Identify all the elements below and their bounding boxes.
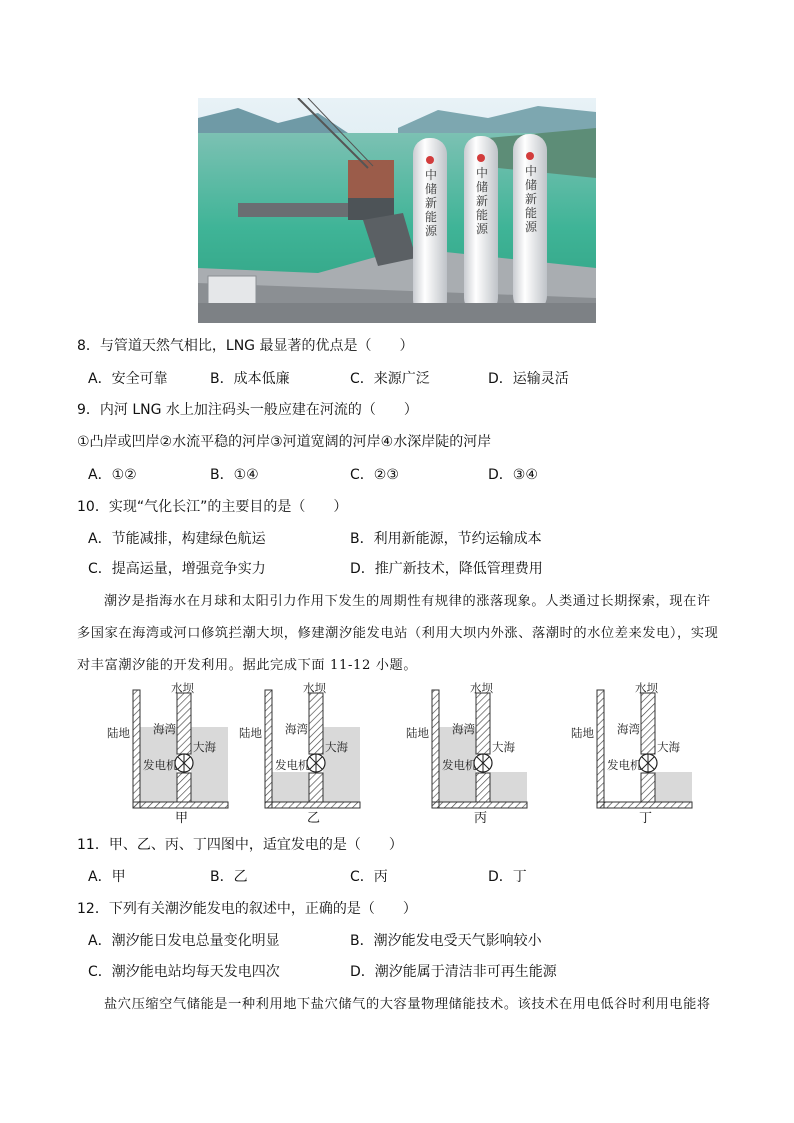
sea-floor	[265, 802, 360, 808]
q9-option-d[interactable]: D．③④	[488, 467, 538, 483]
dam-label: 水坝	[303, 681, 326, 695]
dam-lower	[177, 773, 191, 802]
sea-label: 大海	[492, 740, 515, 754]
sea-floor	[133, 802, 228, 808]
generator-label: 发电机	[143, 758, 178, 772]
q9-option-b[interactable]: B．①④	[210, 467, 259, 483]
land-label: 陆地	[107, 726, 130, 740]
q9-option-c[interactable]: C．②③	[350, 467, 399, 483]
q12-option-d[interactable]: D．潮汐能属于清洁非可再生能源	[350, 964, 557, 980]
dam-label: 水坝	[171, 681, 194, 695]
generator-label: 发电机	[442, 758, 477, 772]
sea-water	[655, 772, 692, 802]
land-wall	[432, 690, 439, 808]
dam-label: 水坝	[470, 681, 493, 695]
sea-floor	[597, 802, 692, 808]
q11-stem: 11．甲、乙、丙、丁四图中，适宜发电的是（ ）	[77, 837, 403, 853]
dam-upper	[177, 693, 191, 754]
dam-upper	[476, 693, 490, 754]
q9-stem: 9．内河 LNG 水上加注码头一般应建在河流的（ ）	[77, 402, 418, 418]
q10-option-d[interactable]: D．推广新技术，降低管理费用	[350, 561, 543, 577]
q8-option-b[interactable]: B．成本低廉	[210, 371, 290, 387]
bay-label: 海湾	[285, 722, 308, 736]
panel-caption: 甲	[175, 811, 189, 826]
tide-passage-line-2: 多国家在海湾或河口修筑拦潮大坝，修建潮汐能发电站（利用大坝内外涨、落潮时的水位差来发电），实现	[77, 626, 719, 641]
q9-option-a[interactable]: A．①②	[88, 467, 137, 483]
land-label: 陆地	[239, 726, 262, 740]
dam-upper	[309, 693, 323, 754]
tank-text-2: 中储新能源	[475, 166, 488, 236]
q12-option-b[interactable]: B．潮汐能发电受天气影响较小	[350, 933, 542, 949]
panel-caption: 乙	[307, 811, 321, 826]
dam-lower	[476, 773, 490, 802]
sea-floor	[432, 802, 527, 808]
land-wall	[265, 690, 272, 808]
tidal-panel-4	[571, 681, 692, 826]
q10-option-a[interactable]: A．节能减排，构建绿色航运	[88, 531, 266, 547]
q8-option-a[interactable]: A．安全可靠	[88, 371, 168, 387]
q12-option-a[interactable]: A．潮汐能日发电总量变化明显	[88, 933, 280, 949]
q10-option-b[interactable]: B．利用新能源，节约运输成本	[350, 531, 542, 547]
dam-lower	[309, 773, 323, 802]
tank-text-3: 中储新能源	[524, 164, 537, 234]
q8-option-c[interactable]: C．来源广泛	[350, 371, 430, 387]
sea-water	[490, 772, 527, 802]
sea-label: 大海	[657, 740, 680, 754]
q11-option-a[interactable]: A．甲	[88, 869, 126, 885]
bay-label: 海湾	[153, 722, 176, 736]
q11-option-b[interactable]: B．乙	[210, 869, 248, 885]
land-label: 陆地	[571, 726, 594, 740]
tide-passage-line-3: 对丰富潮汐能的开发利用。据此完成下面 11-12 小题。	[77, 658, 418, 673]
generator-label: 发电机	[607, 758, 642, 772]
q8-stem: 8．与管道天然气相比，LNG 最显著的优点是（ ）	[77, 338, 414, 354]
tidal-panel-3	[406, 681, 527, 826]
q11-option-c[interactable]: C．丙	[350, 869, 388, 885]
q12-option-c[interactable]: C．潮汐能电站均每天发电四次	[88, 964, 280, 980]
salt-cavern-passage: 盐穴压缩空气储能是一种利用地下盐穴储气的大容量物理储能技术。该技术在用电低谷时利用电能将	[104, 997, 711, 1012]
tide-passage-line-1: 潮汐是指海水在月球和太阳引力作用下发生的周期性有规律的涨落现象。人类通过长期探索，现在许	[104, 594, 711, 609]
dam-lower	[641, 773, 655, 802]
bay-water	[272, 772, 309, 802]
land-label: 陆地	[406, 726, 429, 740]
sea-label: 大海	[325, 740, 348, 754]
panel-caption: 丁	[639, 811, 653, 826]
generator-label: 发电机	[275, 758, 310, 772]
tidal-panel-1	[107, 681, 228, 826]
sea-water	[323, 727, 360, 802]
q8-option-d[interactable]: D．运输灵活	[488, 371, 569, 387]
bay-label: 海湾	[617, 722, 640, 736]
q10-option-c[interactable]: C．提高运量，增强竞争实力	[88, 561, 266, 577]
bay-label: 海湾	[452, 722, 475, 736]
q9-statements: ①凸岸或凹岸②水流平稳的河岸③河道宽阔的河岸④水深岸陡的河岸	[77, 434, 492, 450]
q12-stem: 12．下列有关潮汐能发电的叙述中，正确的是（ ）	[77, 901, 417, 917]
land-wall	[597, 690, 604, 808]
dam-upper	[641, 693, 655, 754]
tank-text-1: 中储新能源	[424, 168, 437, 238]
tidal-panel-2	[239, 681, 360, 826]
dam-label: 水坝	[635, 681, 658, 695]
q11-option-d[interactable]: D．丁	[488, 869, 527, 885]
panel-caption: 丙	[474, 811, 488, 826]
sea-label: 大海	[193, 740, 216, 754]
q10-stem: 10．实现“气化长江”的主要目的是（ ）	[77, 499, 348, 515]
sea-water	[191, 727, 228, 802]
land-wall	[133, 690, 140, 808]
